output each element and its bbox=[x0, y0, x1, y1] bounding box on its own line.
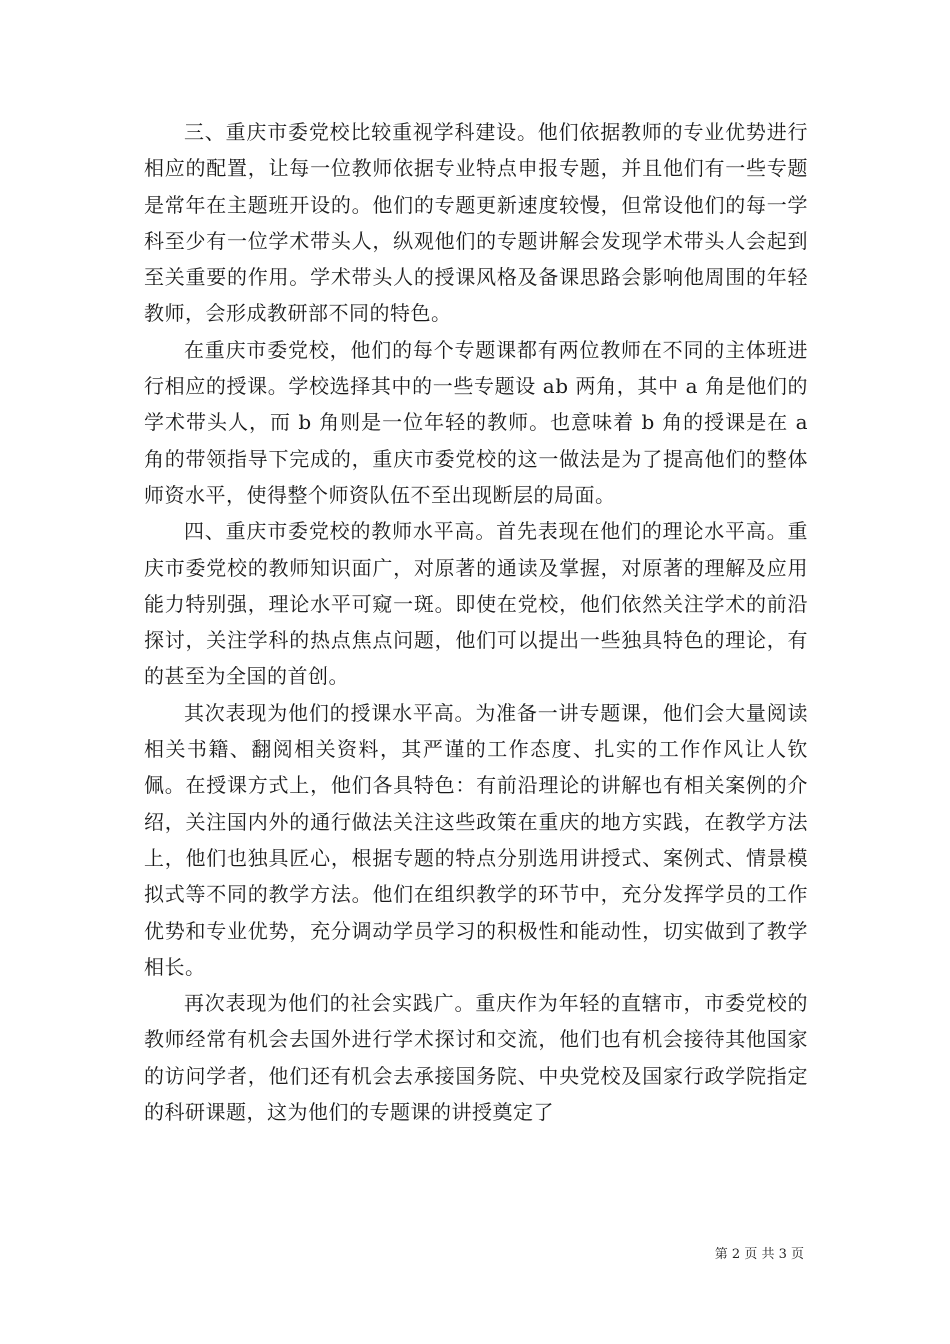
paragraph-social-practice: 再次表现为他们的社会实践广。重庆作为年轻的直辖市，市委党校的教师经常有机会去国外进行学术探讨和交流，他们也有机会接待其他国家的访问学者，他们还有机会去承接国务院、中央党校及国家行政学院指定的科研课题，这为他们的专题课的讲授奠定了 bbox=[144, 991, 808, 1125]
page-number-footer: 第 2 页 共 3 页 bbox=[714, 1247, 804, 1262]
paragraph-teacher-level: 四、重庆市委党校的教师水平高。首先表现在他们的理论水平高。重庆市委党校的教师知识面广，对原著的通读及掌握，对原著的理解及应用能力特别强，理论水平可窥一斑。即使在党校，他们依然关注学术的前沿探讨，关注学科的热点焦点问题，他们可以提出一些独具特色的理论，有的甚至为全国的首创。 bbox=[144, 519, 808, 689]
paragraph-subject-building: 三、重庆市委党校比较重视学科建设。他们依据教师的专业优势进行相应的配置，让每一位教师依据专业特点申报专题，并且他们有一些专题是常年在主题班开设的。他们的专题更新速度较慢，但常设他们的每一学科至少有一位学术带头人，纵观他们的专题讲解会发现学术带头人会起到至关重要的作用。学术带头人的授课风格及备课思路会影响他周围的年轻教师，会形成教研部不同的特色。 bbox=[144, 120, 808, 326]
paragraph-teaching-level: 其次表现为他们的授课水平高。为准备一讲专题课，他们会大量阅读相关书籍、翻阅相关资料，其严谨的工作态度、扎实的工作作风让人钦佩。在授课方式上，他们各具特色：有前沿理论的讲解也有相关案例的介绍，关注国内外的通行做法关注这些政策在重庆的地方实践，在教学方法上，他们也独具匠心，根据专题的特点分别选用讲授式、案例式、情景模拟式等不同的教学方法。他们在组织教学的环节中，充分发挥学员的工作优势和专业优势，充分调动学员学习的积极性和能动性，切实做到了教学相长。 bbox=[144, 700, 808, 979]
paragraph-ab-roles: 在重庆市委党校，他们的每个专题课都有两位教师在不同的主体班进行相应的授课。学校选择其中的一些专题设 ab 两角，其中 a 角是他们的学术带头人，而 b 角则是一位年轻的教师。也意味着 b 角的授课是在 a 角的带领指导下完成的，重庆市委党校的这一做法是为了提高他们的整体师资水平，使得整个师资队伍不至出现断层的局面。 bbox=[144, 337, 808, 507]
document-body bbox=[144, 114, 808, 1130]
